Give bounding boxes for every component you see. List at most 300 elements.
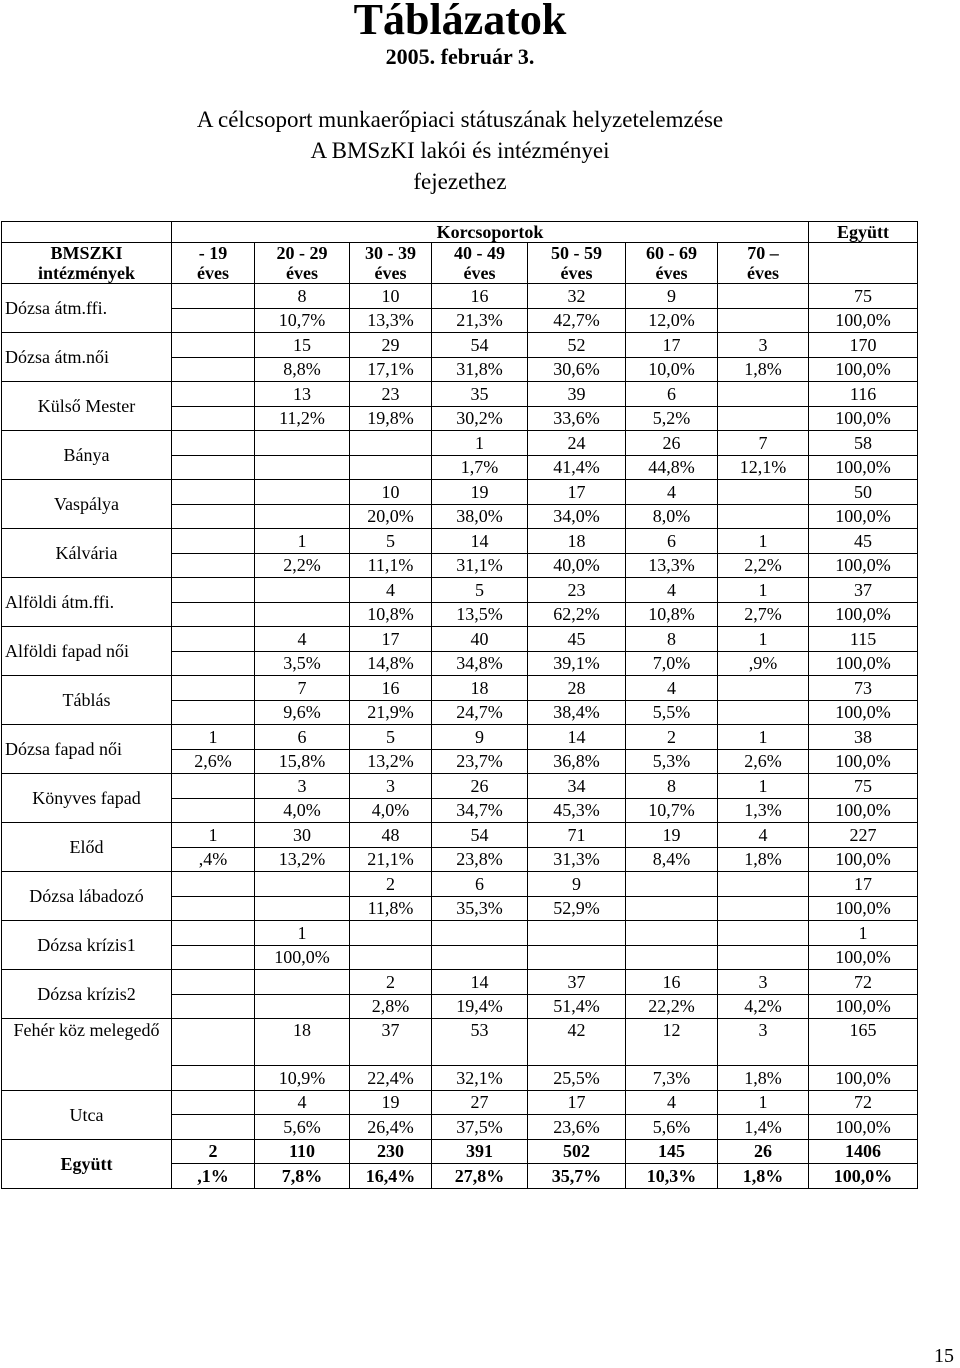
col-header-age-40-49: [432, 243, 528, 284]
percent-cell: 7,3%: [626, 1066, 718, 1091]
count-cell: [718, 284, 809, 309]
percent-cell: 21,1%: [350, 847, 432, 872]
count-cell: [432, 921, 528, 946]
percent-cell: 1,8%: [718, 357, 809, 382]
count-cell: 14: [432, 529, 528, 554]
percent-cell: [718, 504, 809, 529]
percent-cell: 13,2%: [255, 847, 350, 872]
col-header-range: 40 - 49: [454, 243, 505, 263]
count-cell: 37: [350, 1019, 432, 1066]
count-cell: 52: [528, 333, 626, 358]
percent-cell: 100,0%: [809, 1115, 918, 1140]
count-cell: 170: [809, 333, 918, 358]
percent-cell: [350, 945, 432, 970]
count-cell: 15: [255, 333, 350, 358]
count-cell: 1: [255, 529, 350, 554]
count-cell: 38: [809, 725, 918, 750]
count-cell: [718, 382, 809, 407]
count-cell: 1: [718, 578, 809, 603]
percent-cell: [172, 700, 255, 725]
percent-cell: 7,0%: [626, 651, 718, 676]
percent-cell: 23,8%: [432, 847, 528, 872]
percent-cell: 35,7%: [528, 1164, 626, 1189]
count-cell: 1: [172, 823, 255, 848]
col-header-unit: éves: [560, 263, 593, 283]
percent-cell: 42,7%: [528, 308, 626, 333]
count-cell: 8: [626, 627, 718, 652]
col-header-age-19: [172, 243, 255, 284]
percent-cell: 100,0%: [809, 847, 918, 872]
percent-cell: 10,0%: [626, 357, 718, 382]
institution-name: Alföldi átm.ffi.: [2, 578, 172, 627]
percent-cell: 52,9%: [528, 896, 626, 921]
percent-cell: 25,5%: [528, 1066, 626, 1091]
col-header-age-50-59: [528, 243, 626, 284]
count-cell: 2: [350, 872, 432, 897]
percent-cell: 100,0%: [809, 700, 918, 725]
percent-cell: 100,0%: [809, 994, 918, 1019]
count-cell: [172, 1090, 255, 1115]
count-cell: [255, 431, 350, 456]
percent-cell: [528, 945, 626, 970]
percent-cell: [172, 651, 255, 676]
count-cell: 26: [626, 431, 718, 456]
count-cell: [172, 431, 255, 456]
count-cell: 2: [350, 970, 432, 995]
count-cell: [255, 480, 350, 505]
percent-cell: 10,8%: [350, 602, 432, 627]
count-cell: 39: [528, 382, 626, 407]
percent-cell: [432, 945, 528, 970]
percent-cell: [172, 896, 255, 921]
count-cell: 9: [626, 284, 718, 309]
percent-cell: [172, 308, 255, 333]
institution-name: Könyves fapad: [2, 774, 172, 823]
percent-cell: 1,7%: [432, 455, 528, 480]
page-number: 15: [934, 1345, 954, 1367]
count-cell: 72: [809, 1090, 918, 1115]
percent-cell: 100,0%: [809, 455, 918, 480]
percent-cell: 23,6%: [528, 1115, 626, 1140]
percent-cell: [255, 994, 350, 1019]
percent-cell: 17,1%: [350, 357, 432, 382]
count-cell: [172, 921, 255, 946]
count-cell: 75: [809, 774, 918, 799]
institution-name: Előd: [2, 823, 172, 872]
col-header-unit: éves: [197, 263, 229, 283]
percent-cell: 13,2%: [350, 749, 432, 774]
percent-cell: 23,7%: [432, 749, 528, 774]
count-cell: 54: [432, 333, 528, 358]
percent-cell: [255, 896, 350, 921]
percent-cell: 51,4%: [528, 994, 626, 1019]
count-cell: 26: [718, 1139, 809, 1164]
percent-cell: 37,5%: [432, 1115, 528, 1140]
percent-cell: 22,2%: [626, 994, 718, 1019]
table-row-counts: [2, 627, 918, 652]
percent-cell: 7,8%: [255, 1164, 350, 1189]
count-cell: [255, 872, 350, 897]
count-cell: 1: [718, 1090, 809, 1115]
percent-cell: [172, 1115, 255, 1140]
count-cell: 1: [809, 921, 918, 946]
percent-cell: 31,8%: [432, 357, 528, 382]
percent-cell: 16,4%: [350, 1164, 432, 1189]
percent-cell: 4,2%: [718, 994, 809, 1019]
percent-cell: 4,0%: [350, 798, 432, 823]
count-cell: 35: [432, 382, 528, 407]
count-cell: 3: [718, 1019, 809, 1066]
percent-cell: 5,3%: [626, 749, 718, 774]
percent-cell: 100,0%: [809, 798, 918, 823]
col-header-range: - 19: [198, 243, 228, 263]
count-cell: [255, 578, 350, 603]
institution-name: Dózsa fapad női: [2, 725, 172, 774]
percent-cell: 19,8%: [350, 406, 432, 431]
count-cell: 30: [255, 823, 350, 848]
count-cell: 17: [809, 872, 918, 897]
count-cell: 1406: [809, 1139, 918, 1164]
header-corner-top: [2, 222, 172, 243]
percent-cell: 30,2%: [432, 406, 528, 431]
count-cell: 1: [255, 921, 350, 946]
percent-cell: 5,6%: [255, 1115, 350, 1140]
count-cell: 72: [809, 970, 918, 995]
percent-cell: 24,7%: [432, 700, 528, 725]
header-row-columns: [2, 243, 918, 284]
col-header-unit: éves: [286, 263, 318, 283]
table-row-counts: [2, 970, 918, 995]
percent-cell: 100,0%: [255, 945, 350, 970]
percent-cell: [172, 504, 255, 529]
count-cell: 9: [432, 725, 528, 750]
col-header-range: 50 - 59: [551, 243, 602, 263]
count-cell: 8: [255, 284, 350, 309]
institution-name: Dózsa lábadozó: [2, 872, 172, 921]
table-row-counts: [2, 725, 918, 750]
count-cell: 502: [528, 1139, 626, 1164]
percent-cell: 2,6%: [172, 749, 255, 774]
document-date: 2005. február 3.: [385, 44, 535, 69]
percent-cell: 8,4%: [626, 847, 718, 872]
table-row-counts: [2, 529, 918, 554]
percent-cell: [718, 700, 809, 725]
percent-cell: 35,3%: [432, 896, 528, 921]
percent-cell: ,4%: [172, 847, 255, 872]
percent-cell: 22,4%: [350, 1066, 432, 1091]
col-header-range: 70 –: [747, 243, 779, 263]
count-cell: 71: [528, 823, 626, 848]
percent-cell: 41,4%: [528, 455, 626, 480]
count-cell: 5: [432, 578, 528, 603]
count-cell: 1: [718, 725, 809, 750]
percent-cell: 12,0%: [626, 308, 718, 333]
percent-cell: 32,1%: [432, 1066, 528, 1091]
count-cell: 29: [350, 333, 432, 358]
count-cell: 18: [528, 529, 626, 554]
count-cell: [172, 382, 255, 407]
count-cell: [172, 284, 255, 309]
percent-cell: 13,3%: [626, 553, 718, 578]
count-cell: [718, 921, 809, 946]
percent-cell: 10,7%: [255, 308, 350, 333]
count-cell: 145: [626, 1139, 718, 1164]
table-row-counts: [2, 1019, 918, 1066]
col-header-unit: éves: [374, 263, 407, 283]
percent-cell: [255, 455, 350, 480]
col-header-unit: éves: [655, 263, 688, 283]
count-cell: [350, 431, 432, 456]
count-cell: 4: [350, 578, 432, 603]
percent-cell: 40,0%: [528, 553, 626, 578]
count-cell: [172, 872, 255, 897]
count-cell: 3: [350, 774, 432, 799]
percent-cell: 10,8%: [626, 602, 718, 627]
table-row-counts: [2, 774, 918, 799]
percent-cell: 20,0%: [350, 504, 432, 529]
percent-cell: 5,2%: [626, 406, 718, 431]
percent-cell: 100,0%: [809, 945, 918, 970]
col-header-range: 20 - 29: [276, 243, 328, 263]
count-cell: 17: [350, 627, 432, 652]
count-cell: [626, 872, 718, 897]
count-cell: [718, 872, 809, 897]
percent-cell: 34,7%: [432, 798, 528, 823]
count-cell: 16: [350, 676, 432, 701]
percent-cell: 2,2%: [718, 553, 809, 578]
table-row-counts: [2, 333, 918, 358]
percent-cell: 4,0%: [255, 798, 350, 823]
percent-cell: 100,0%: [809, 357, 918, 382]
percent-cell: [255, 504, 350, 529]
institutions-header-line-2: intézmények: [38, 263, 135, 283]
count-cell: 5: [350, 529, 432, 554]
institution-name: Dózsa krízis1: [2, 921, 172, 970]
count-cell: 12: [626, 1019, 718, 1066]
percent-cell: 11,1%: [350, 553, 432, 578]
percent-cell: 3,5%: [255, 651, 350, 676]
count-cell: 17: [528, 480, 626, 505]
percent-cell: [172, 945, 255, 970]
count-cell: 165: [809, 1019, 918, 1066]
count-cell: [528, 921, 626, 946]
institution-name: Bánya: [2, 431, 172, 480]
table-row-counts: [2, 431, 918, 456]
count-cell: 19: [350, 1090, 432, 1115]
col-header-unit: éves: [747, 263, 779, 283]
table-row-counts: [2, 872, 918, 897]
col-header-total-empty: [809, 243, 918, 284]
count-cell: 1: [172, 725, 255, 750]
count-cell: 24: [528, 431, 626, 456]
count-cell: 19: [626, 823, 718, 848]
percent-cell: 1,4%: [718, 1115, 809, 1140]
count-cell: 50: [809, 480, 918, 505]
percent-cell: 45,3%: [528, 798, 626, 823]
table-body: [2, 284, 918, 1189]
percent-cell: 13,3%: [350, 308, 432, 333]
count-cell: 4: [718, 823, 809, 848]
col-header-unit: éves: [463, 263, 496, 283]
count-cell: 16: [432, 284, 528, 309]
percent-cell: 38,0%: [432, 504, 528, 529]
count-cell: 17: [528, 1090, 626, 1115]
percent-cell: 21,9%: [350, 700, 432, 725]
total-header: Együtt: [809, 222, 918, 243]
percent-cell: 5,6%: [626, 1115, 718, 1140]
count-cell: [172, 1019, 255, 1066]
count-cell: [172, 676, 255, 701]
table-row-counts: [2, 284, 918, 309]
percent-cell: [172, 406, 255, 431]
count-cell: 10: [350, 480, 432, 505]
count-cell: [255, 970, 350, 995]
percent-cell: ,1%: [172, 1164, 255, 1189]
count-cell: 54: [432, 823, 528, 848]
col-header-age-60-69: [626, 243, 718, 284]
institution-name: Fehér köz melegedő: [2, 1019, 172, 1091]
count-cell: 23: [350, 382, 432, 407]
count-cell: 6: [626, 529, 718, 554]
institution-name: Dózsa krízis2: [2, 970, 172, 1019]
count-cell: 5: [350, 725, 432, 750]
count-cell: 73: [809, 676, 918, 701]
percent-cell: 13,5%: [432, 602, 528, 627]
percent-cell: 30,6%: [528, 357, 626, 382]
count-cell: 7: [255, 676, 350, 701]
count-cell: [626, 921, 718, 946]
page-title: Táblázatok: [353, 0, 567, 44]
heading-line-3: fejezethez: [413, 169, 507, 194]
percent-cell: 1,8%: [718, 1066, 809, 1091]
count-cell: 2: [172, 1139, 255, 1164]
table-row-counts: [2, 676, 918, 701]
section-heading: [0, 104, 920, 197]
count-cell: 4: [626, 1090, 718, 1115]
percent-cell: 36,8%: [528, 749, 626, 774]
percent-cell: 8,0%: [626, 504, 718, 529]
percent-cell: 21,3%: [432, 308, 528, 333]
percent-cell: 8,8%: [255, 357, 350, 382]
percent-cell: 31,1%: [432, 553, 528, 578]
count-cell: 10: [350, 284, 432, 309]
count-cell: 26: [432, 774, 528, 799]
count-cell: 6: [432, 872, 528, 897]
count-cell: 53: [432, 1019, 528, 1066]
count-cell: 18: [255, 1019, 350, 1066]
percent-cell: [172, 357, 255, 382]
percent-cell: 15,8%: [255, 749, 350, 774]
count-cell: [172, 774, 255, 799]
percent-cell: 38,4%: [528, 700, 626, 725]
count-cell: 48: [350, 823, 432, 848]
count-cell: 27: [432, 1090, 528, 1115]
percent-cell: 34,0%: [528, 504, 626, 529]
table-row-counts: [2, 921, 918, 946]
count-cell: 3: [718, 333, 809, 358]
percent-cell: 2,8%: [350, 994, 432, 1019]
institution-name: Kálvária: [2, 529, 172, 578]
count-cell: 4: [255, 1090, 350, 1115]
count-cell: [718, 480, 809, 505]
count-cell: 391: [432, 1139, 528, 1164]
col-header-age-30-39: [350, 243, 432, 284]
percent-cell: 1,8%: [718, 1164, 809, 1189]
count-cell: 28: [528, 676, 626, 701]
percent-cell: [718, 308, 809, 333]
count-cell: 4: [626, 676, 718, 701]
institution-name: Alföldi fapad női: [2, 627, 172, 676]
percent-cell: 100,0%: [809, 553, 918, 578]
count-cell: 45: [528, 627, 626, 652]
count-cell: 75: [809, 284, 918, 309]
percent-cell: 100,0%: [809, 896, 918, 921]
count-cell: 40: [432, 627, 528, 652]
count-cell: 37: [528, 970, 626, 995]
percent-cell: 27,8%: [432, 1164, 528, 1189]
table-row-counts: [2, 823, 918, 848]
percent-cell: 2,7%: [718, 602, 809, 627]
count-cell: 3: [718, 970, 809, 995]
count-cell: 17: [626, 333, 718, 358]
percent-cell: 100,0%: [809, 651, 918, 676]
count-cell: 45: [809, 529, 918, 554]
heading-line-1: A célcsoport munkaerőpiaci státuszának helyzetelemzése: [196, 107, 724, 132]
col-header-age-20-29: [255, 243, 350, 284]
table-row-counts: [2, 382, 918, 407]
percent-cell: [626, 945, 718, 970]
count-cell: 6: [626, 382, 718, 407]
percent-cell: 2,2%: [255, 553, 350, 578]
percent-cell: 39,1%: [528, 651, 626, 676]
col-header-range: 60 - 69: [646, 243, 697, 263]
count-cell: 1: [718, 627, 809, 652]
institution-name: Dózsa átm.női: [2, 333, 172, 382]
count-cell: 116: [809, 382, 918, 407]
count-cell: 1: [718, 774, 809, 799]
count-cell: 16: [626, 970, 718, 995]
percent-cell: [718, 945, 809, 970]
percent-cell: 11,8%: [350, 896, 432, 921]
percent-cell: 44,8%: [626, 455, 718, 480]
col-header-range: 30 - 39: [365, 243, 416, 263]
percent-cell: 12,1%: [718, 455, 809, 480]
header-row-groups: [2, 222, 918, 243]
percent-cell: [255, 602, 350, 627]
count-cell: 4: [255, 627, 350, 652]
institutions-header: [2, 243, 172, 284]
count-cell: [350, 921, 432, 946]
percent-cell: 1,3%: [718, 798, 809, 823]
count-cell: 1: [718, 529, 809, 554]
count-cell: 32: [528, 284, 626, 309]
percent-cell: 5,5%: [626, 700, 718, 725]
table-row-counts: [2, 578, 918, 603]
col-header-age-70: [718, 243, 809, 284]
percent-cell: ,9%: [718, 651, 809, 676]
count-cell: 4: [626, 578, 718, 603]
percent-cell: 100,0%: [809, 1066, 918, 1091]
percent-cell: 62,2%: [528, 602, 626, 627]
percent-cell: [350, 455, 432, 480]
percent-cell: 100,0%: [809, 749, 918, 774]
percent-cell: [172, 553, 255, 578]
percent-cell: 26,4%: [350, 1115, 432, 1140]
table-row-counts: [2, 1090, 918, 1115]
percent-cell: 100,0%: [809, 308, 918, 333]
percent-cell: 19,4%: [432, 994, 528, 1019]
count-cell: 14: [528, 725, 626, 750]
